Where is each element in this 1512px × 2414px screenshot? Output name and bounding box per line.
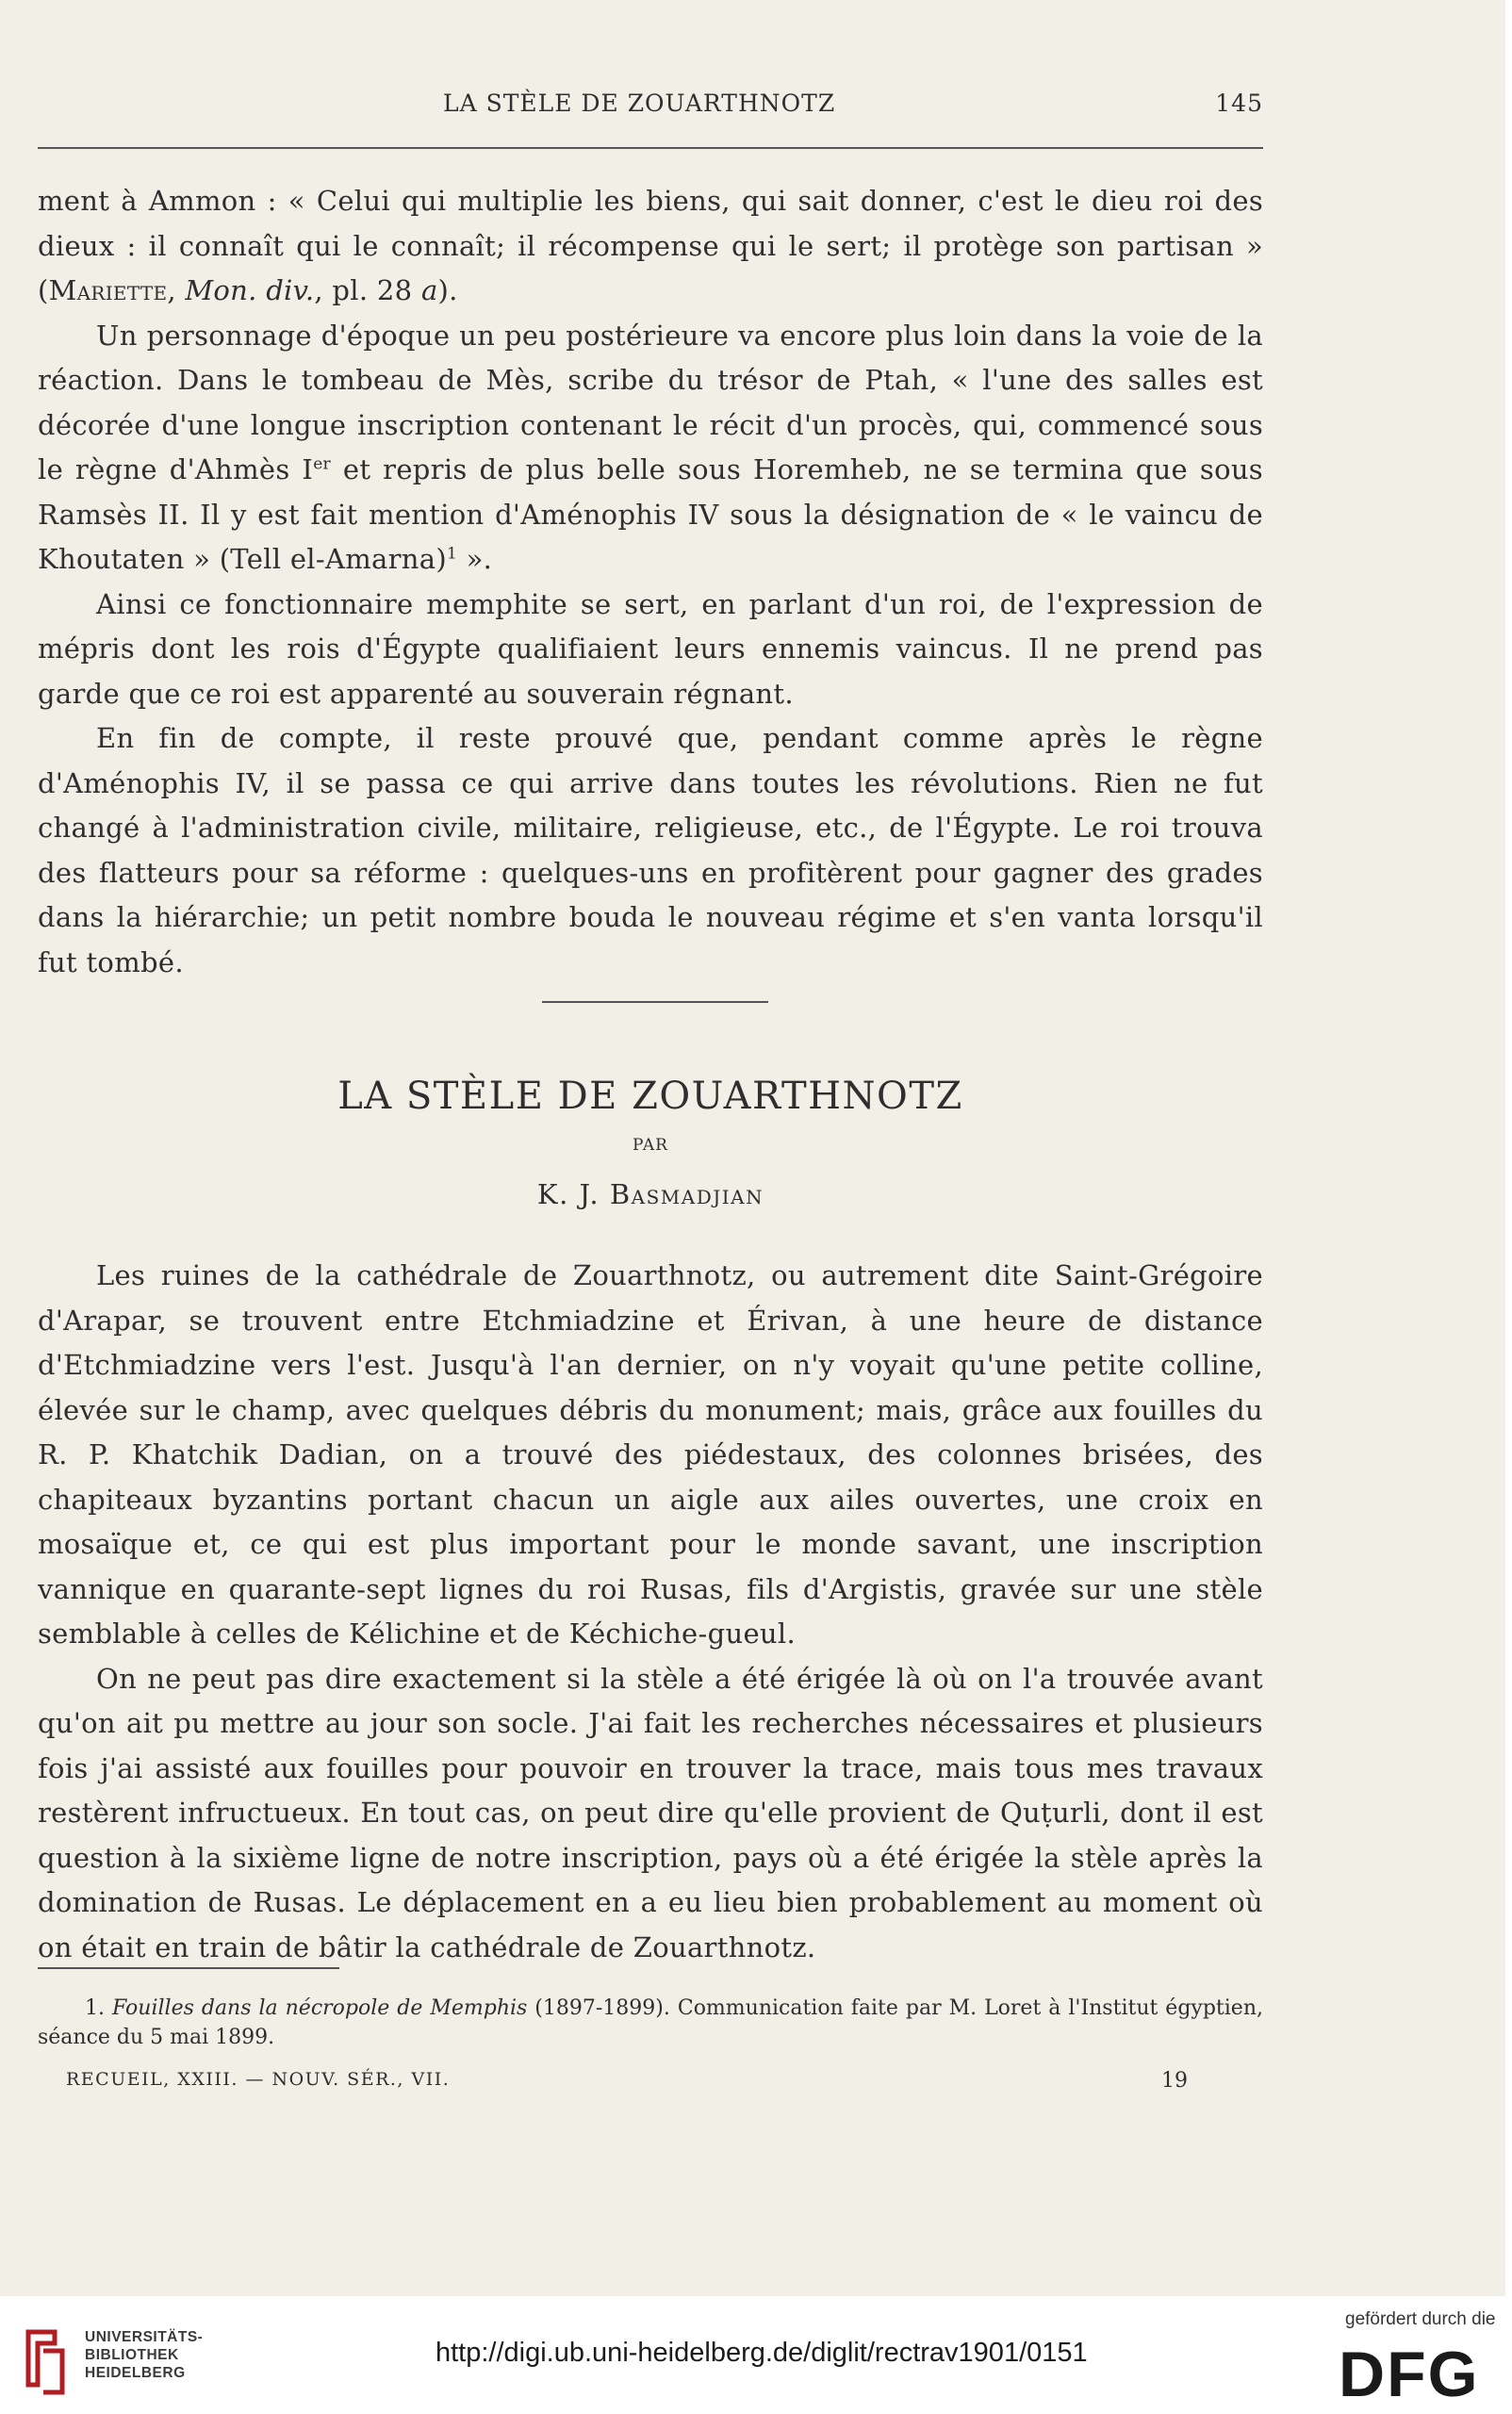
body-text-bottom (38, 1254, 1263, 1970)
text-run: 1 (446, 544, 458, 564)
article-author: K. J. Basmadjian (536, 1178, 764, 1210)
footnote-text: (1897-1899). Communication faite par M. Loret à l'Institut égyptien, séance du 5 mai 1899. (38, 1996, 1263, 2049)
library-logo-icon (15, 2323, 68, 2396)
text-run: On ne peut pas dire exactement si la stèle a été érigée là où on l'a trouvée avant qu'on ait pu mettre au jour son socle. J'ai fait les recherches nécessaires et plusieurs fois j'ai assisté aux fouilles pour pouvoir en trouver la trace, mais tous mes travaux restèrent infructueux. En tout cas, on peut dire qu'elle provient de Quṭurli, dont il est question à la sixième ligne de notre inscription, pays où a été érigée la stèle après la domination de Rusas. Le déplacement en a eu lieu bien probablement au moment où on était en train de bâtir la cathédrale de Zouarthnotz. (38, 1662, 1263, 1963)
page-edge (1505, 0, 1512, 2296)
text-run: Ainsi ce fonctionnaire memphite se sert, en parlant d'un roi, de l'expression de mépris dont les rois d'Égypte qualifiaient leurs ennemis vaincus. Il ne prend pas garde que ce roi est apparenté au souverain régnant. (38, 587, 1263, 710)
paragraph (38, 583, 1263, 717)
text-run: ». (457, 543, 493, 575)
text-run: Un personnage d'époque un peu postérieure va encore plus loin dans la voie de la réaction. Dans le tombeau de Mès, scribe du trésor de Ptah, « l'une des salles est décorée d'une longue inscription contenant le récit d'un procès, qui, commencé sous le règne d'Ahmès I (38, 319, 1263, 485)
text-run: Mariette (48, 274, 168, 306)
paragraph (38, 1254, 1263, 1657)
signature-left: RECUEIL, XXIII. — NOUV. SÉR., VII. (66, 2069, 451, 2090)
library-name-line-3: HEIDELBERG (85, 2365, 186, 2381)
paragraph (38, 179, 1263, 314)
footnote-number: 1. (85, 1996, 105, 2020)
dfg-logo-icon (1337, 2338, 1493, 2404)
text-run: a (420, 274, 438, 306)
footnote-title: Fouilles dans la nécropole de Memphis (111, 1996, 528, 2020)
footnote (38, 1994, 1263, 2052)
text-run: et repris de plus belle sous Horemheb, ne se termina que sous Ramsès II. Il y est fait mention d'Aménophis IV sous la désignation de « le vaincu de Khoutaten » (Tell el-Amarna) (38, 453, 1263, 575)
library-name-line-1: UNIVERSITÄTS- (85, 2329, 204, 2345)
text-run: , (167, 274, 186, 306)
running-title: LA STÈLE DE ZOUARTHNOTZ (443, 90, 836, 117)
funding-caption: gefördert durch die (1345, 2309, 1496, 2329)
dfg-logo-text: DFG (1339, 2339, 1480, 2404)
section-separator (542, 1001, 768, 1003)
footnote-rule (38, 1967, 339, 1969)
paragraph (38, 716, 1263, 985)
signature-right: 19 (1161, 2069, 1188, 2093)
library-name (85, 2328, 203, 2382)
article-title: LA STÈLE DE ZOUARTHNOTZ (337, 1075, 963, 1118)
text-run: En fin de compte, il reste prouvé que, pendant comme après le règne d'Aménophis IV, il se passa ce qui arrive dans toutes les révolutions. Rien ne fut changé à l'administration civile, militaire, religieuse, etc., de l'Égypte. Le roi trouva des flatteurs pour sa réforme : quelques-uns en profitèrent pour gagner des grades dans la hiérarchie; un petit nombre bouda le nouveau régime et s'en vanta lorsqu'il fut tombé. (38, 722, 1263, 978)
byline-par: PAR (633, 1136, 668, 1155)
page-number: 145 (1215, 90, 1263, 117)
signature-line (66, 2069, 1188, 2093)
text-run: Les ruines de la cathédrale de Zouarthnotz, ou autrement dite Saint-Grégoire d'Arapar, se trouvent entre Etchmiadzine et Érivan, à une heure de distance d'Etchmiadzine vers l'est. Jusqu'à l'an dernier, on n'y voyait qu'une petite colline, élevée sur le champ, avec quelques débris du monument; mais, grâce aux fouilles du R. P. Khatchik Dadian, on a trouvé des piédestaux, des colonnes brisées, des chapiteaux byzantins portant chacun un aigle aux ailes ouvertes, une croix en mosaïque et, ce qui est plus important pour le monde savant, une inscription vannique en quarante-sept lignes du roi Rusas, fils d'Argistis, gravée sur une stèle semblable à celles de Kélichine et de Kéchiche-gueul. (38, 1259, 1263, 1650)
header-rule (38, 147, 1263, 149)
paragraph (38, 314, 1263, 583)
text-run: ). (437, 274, 458, 306)
text-run: ment à Ammon : « Celui qui multiplie les biens, qui sait donner, c'est le dieu roi des dieux : il connaît qui le connaît; il récompense qui le sert; il protège son partisan » ( (38, 185, 1263, 306)
text-run: er (313, 454, 331, 474)
digitization-footer (0, 2296, 1512, 2414)
permalink-url[interactable]: http://digi.ub.uni-heidelberg.de/diglit/rectrav1901/0151 (436, 2338, 1088, 2368)
text-run: , pl. 28 (314, 274, 421, 306)
paragraph (38, 1657, 1263, 1971)
body-text-top (38, 179, 1263, 985)
library-name-line-2: BIBLIOTHEK (85, 2347, 179, 2363)
text-run: Mon. div. (185, 274, 315, 306)
